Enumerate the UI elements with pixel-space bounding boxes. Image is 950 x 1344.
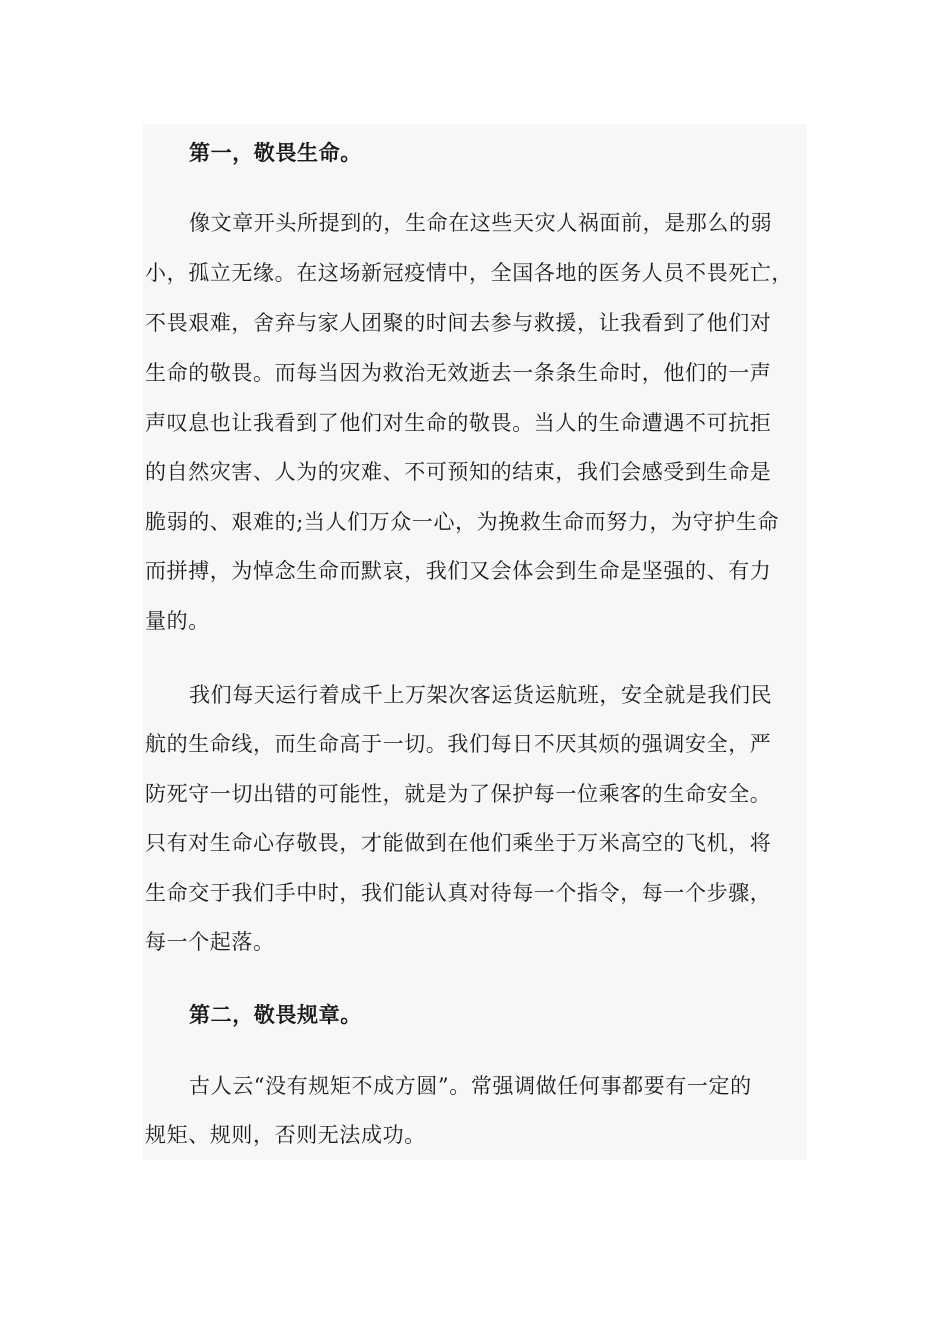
paragraph-line: 防死守一切出错的可能性，就是为了保护每一位乘客的生命安全。 [145, 782, 772, 806]
paragraph-line: 航的生命线，而生命高于一切。我们每日不厌其烦的强调安全，严 [145, 732, 772, 756]
paragraph-line: 规矩、规则，否则无法成功。 [145, 1123, 426, 1147]
paragraph-line: 不畏艰难，舍弃与家人团聚的时间去参与救援，让我看到了他们对 [145, 311, 772, 335]
paragraph-line: 古人云“没有规矩不成方圆”。常强调做任何事都要有一定的 [189, 1074, 752, 1098]
paragraph-line: 脆弱的、艰难的;当人们万众一心，为挽救生命而努力，为守护生命 [145, 510, 780, 534]
paragraph-line: 只有对生命心存敬畏，才能做到在他们乘坐于万米高空的飞机，将 [145, 831, 772, 855]
paragraph-line: 量的。 [145, 609, 210, 633]
section-heading-2: 第二，敬畏规章。 [189, 1002, 362, 1027]
text-block [143, 124, 807, 1160]
paragraph-line: 像文章开头所提到的，生命在这些天灾人祸面前，是那么的弱 [189, 211, 773, 235]
paragraph-line: 生命的敬畏。而每当因为救治无效逝去一条条生命时，他们的一声 [145, 361, 772, 385]
section-heading-1: 第一，敬畏生命。 [189, 140, 362, 165]
paragraph-line: 而拼搏，为悼念生命而默哀，我们又会体会到生命是坚强的、有力 [145, 559, 772, 583]
paragraph-line: 生命交于我们手中时，我们能认真对待每一个指令，每一个步骤， [145, 881, 772, 905]
paragraph-line: 我们每天运行着成千上万架次客运货运航班，安全就是我们民 [189, 683, 773, 707]
paragraph-line: 声叹息也让我看到了他们对生命的敬畏。当人的生命遭遇不可抗拒 [145, 411, 772, 435]
paragraph-line: 小，孤立无缘。在这场新冠疫情中，全国各地的医务人员不畏死亡， [145, 261, 793, 285]
paragraph-line: 的自然灾害、人为的灾难、不可预知的结束，我们会感受到生命是 [145, 460, 772, 484]
paragraph-line: 每一个起落。 [145, 930, 275, 954]
